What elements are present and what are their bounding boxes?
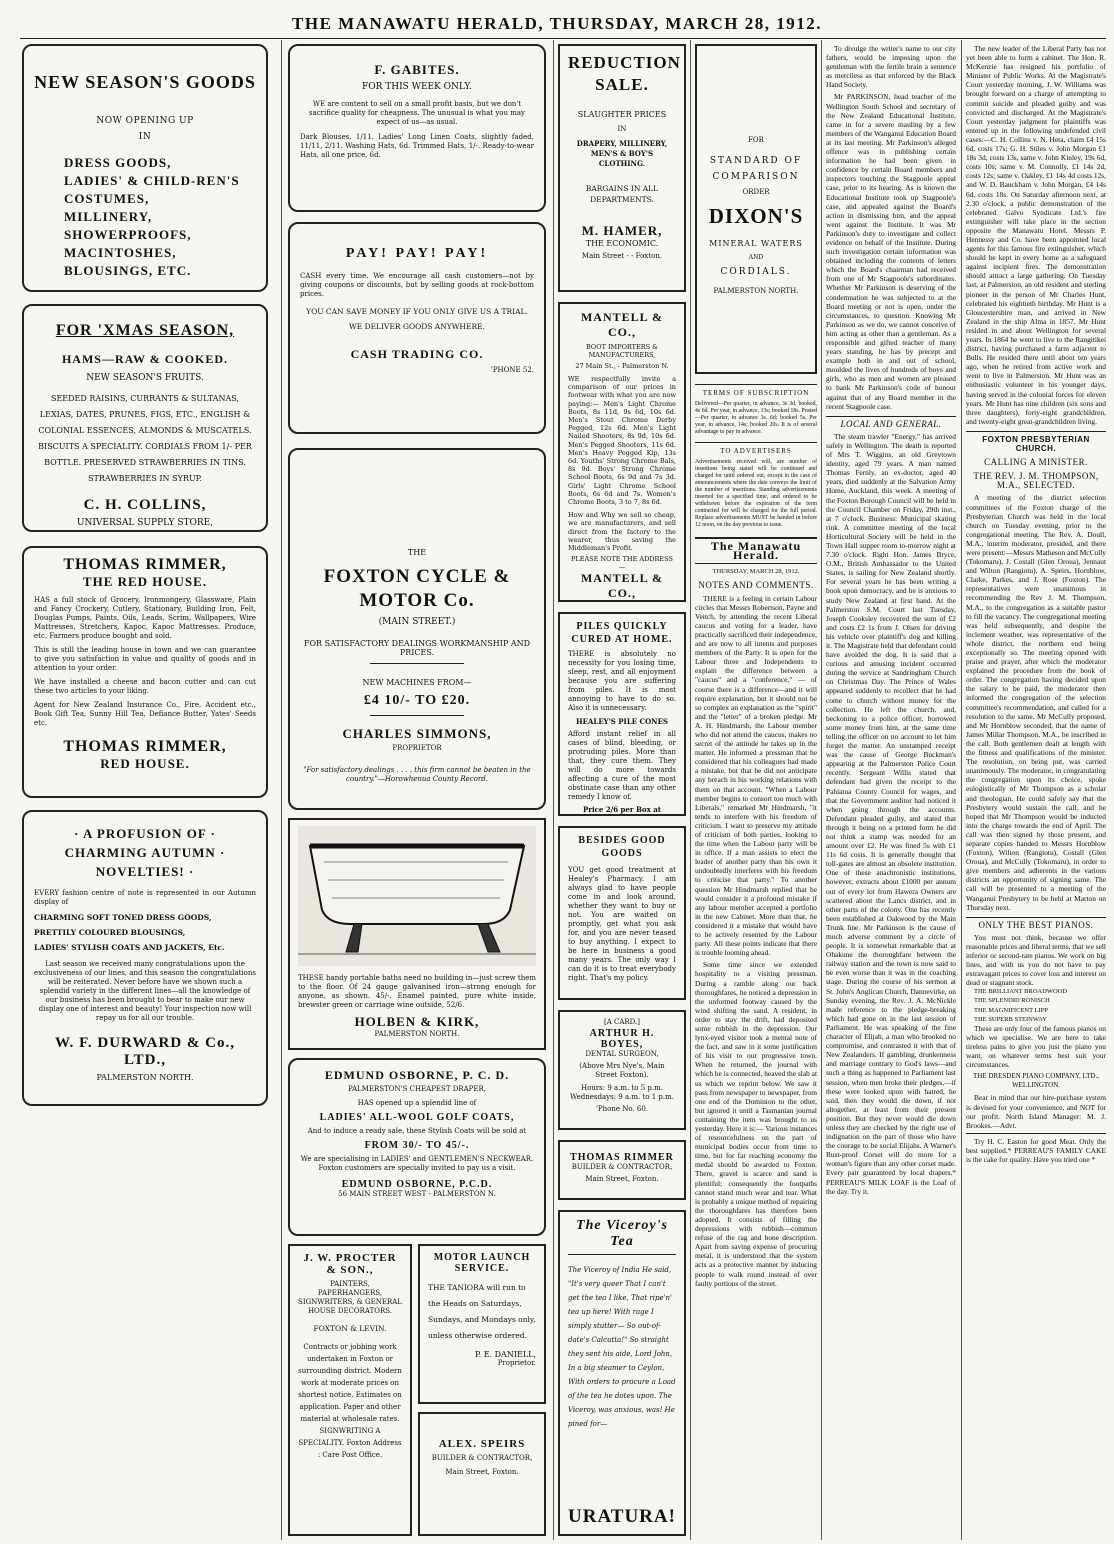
piles-advert bbox=[558, 612, 686, 816]
herald-date: THURSDAY, MARCH 28, 1912. bbox=[712, 568, 800, 576]
durward-line: CHARMING SOFT TONED DRESS GOODS, bbox=[34, 913, 212, 922]
piles-body: THERE is absolutely no necessity for you losing time, sleep, rest, and all enjoyment because you are suffering from piles. It is most annoying to have to do so. Also it is unnecessary. bbox=[568, 650, 676, 712]
mantell-body: WE respectfully invite a comparison of our prices in footwear with what you are now paying:— Men's Light Chrome Boots, 8s 11d, 9s 6d, 10s 6d. Men's Stout Chrome Derby Pegged, 12s 6d. Men's Light Nailed Shooters, 8s 9d, 10s 6d. Men's Pegged Shooters, 11s 6d. Men's Heavy Pegged Kip, 13s 6d. Youths' Strong Chrome Bals, 8s 9d. Boys' Strong Chrome School Boots, 6s 9d and 7s 3d. Girls' Light Chrome School Boots, 6s 6d and 7s. Women's Chrome Boots, 3 to 7, 8s 6d. bbox=[568, 375, 676, 507]
mantell-advert bbox=[558, 302, 686, 602]
dixon-name: DIXON'S bbox=[708, 204, 804, 228]
gabites-body: WE are content to sell on a small profit basis, but we don't sacrifice quality for cheapness. The unusual is what you may expect of us—as usual. bbox=[309, 100, 525, 126]
advertisers-title: TO ADVERTISERS bbox=[695, 442, 817, 456]
column-divider bbox=[961, 40, 962, 1540]
speirs-title: ALEX. SPEIRS bbox=[438, 1438, 526, 1450]
cash-line: WE DELIVER GOODS ANYWHERE. bbox=[349, 322, 485, 331]
local-general-heading: LOCAL AND GENERAL. bbox=[826, 416, 956, 429]
masthead-rule bbox=[20, 38, 1106, 39]
simmons-advert bbox=[288, 448, 546, 810]
stiles-title: NEW SEASON'S GOODS bbox=[34, 72, 256, 92]
bath-illustration bbox=[298, 826, 536, 966]
rimmer-para: We have installed a cheese and bacon cutter and can cut these two articles to your liking. bbox=[34, 678, 256, 695]
collins-advert bbox=[22, 304, 268, 532]
collins-line2: NEW SEASON'S FRUITS. bbox=[86, 373, 204, 383]
hamer-address: Main Street - - Foxton. bbox=[581, 252, 663, 260]
durward-line: LADIES' STYLISH COATS AND JACKETS, Etc. bbox=[34, 943, 225, 952]
collins-store: UNIVERSAL SUPPLY STORE, bbox=[76, 518, 214, 528]
piano-item: THE SPLENDID RONISCH bbox=[974, 997, 1050, 1005]
boyes-card: [A CARD.] bbox=[603, 1018, 640, 1026]
rimmer-sub2: RED HOUSE. bbox=[100, 756, 190, 771]
hamer-advert bbox=[558, 44, 686, 292]
osborne-address: 56 MAIN STREET WEST - PALMERSTON N. bbox=[338, 1190, 496, 1198]
boyes-hours: Hours: 9 a.m. to 5 p.m. Wednesdays: 9 a.m. to 1 p.m. bbox=[570, 1084, 674, 1101]
viceroy-brand: URATURA! bbox=[568, 1506, 676, 1527]
simmons-street: (MAIN STREET.) bbox=[378, 617, 456, 627]
gabites-sub: FOR THIS WEEK ONLY. bbox=[362, 82, 472, 92]
gabites-title: F. GABITES. bbox=[374, 62, 460, 77]
dixon-line2: COMPARISON bbox=[712, 172, 800, 182]
procter-place: FOXTON & LEVIN. bbox=[313, 1324, 387, 1333]
osborne-body3: We are specialising in LADIES' and GENTLEMEN'S NECKWEAR. Foxton customers are specially invited to pay us a visit. bbox=[300, 1155, 534, 1172]
cash-title: PAY! PAY! PAY! bbox=[345, 246, 489, 261]
mantell-address: 27 Main St., - Palmerston N. bbox=[575, 362, 669, 370]
dixon-line4: CORDIALS. bbox=[720, 267, 792, 277]
cash-trading-advert bbox=[288, 222, 546, 434]
osborne-body2: And to induce a ready sale, these Stylish Coats will be sold at bbox=[307, 1127, 527, 1135]
simmons-the: THE bbox=[407, 548, 427, 557]
piles-body2: Afford instant relief in all cases of blind, bleeding, or protruding piles. More than that, they cure them. They will do more towards affecting a cure of the most obstinate case than any other remedy I know of. bbox=[568, 730, 676, 801]
speirs-address: Main Street, Foxton. bbox=[445, 1468, 519, 1476]
hamer-in: IN bbox=[617, 125, 627, 133]
hamer-title: REDUCTION SALE. bbox=[568, 53, 681, 94]
durward-advert bbox=[22, 810, 268, 1106]
simmons-machines: NEW MACHINES FROM— bbox=[362, 678, 472, 687]
church-subheading: CALLING A MINISTER. bbox=[984, 457, 1088, 468]
simmons-price: £4 10/- TO £20. bbox=[363, 693, 471, 708]
piano-firm: THE DRESDEN PIANO COMPANY, LTD., WELLINGTON. bbox=[973, 1072, 1099, 1090]
healey-advert bbox=[558, 826, 686, 1000]
herald-para: Some time since we extended hospitality to a visiting pressman. During a ramble along our back thoroughfares, he noticed a depression in the unformed footway caused by the wind shifting the sand. A resident, in order to stay the drift, had deposited some rubbish in the depression. Our lynx-eyed visitor took a mental note of the fact, and saw in it some justification of his visit to our progressive town. When he returned, the journal with which he is connected, heaved the slab at us which we reprint below. We saw it pass from newspaper to newspaper, from one end of the Dominion to the other, but ignored it until a Tasmanian journal containing the item was brought to us yesterday. Here it is:— Various instances of resourcefulness on the part of municipal bodies occur from time to time, but for far reaching economy the medal should be awarded to Foxton. There, gravel is scarce and sand is plentiful; consequently the footpaths cannot stand much wear and tear. What is probably a unique method of repairing the thoroughfares has therefore been adopted. It consists of filling the depressions with rubbish—common refuse of the rag and bone description. Apart from saving expense of procuring metal, it is understood that the system acts as a protective manner by inducing people to walk round instead of over faulty portions of the street. bbox=[695, 960, 817, 1288]
rimmer-sub: THE RED HOUSE. bbox=[82, 574, 208, 589]
column-divider bbox=[281, 40, 282, 1540]
launch-title: MOTOR LAUNCH SERVICE. bbox=[433, 1252, 531, 1274]
simmons-title: FOXTON CYCLE & MOTOR Co. bbox=[323, 566, 511, 611]
dixon-line1: STANDARD OF bbox=[709, 156, 803, 166]
boyes-title: ARTHUR H. BOYES, bbox=[589, 1028, 655, 1050]
herald-para: THERE is a feeling in certain Labour circles that Messrs Robertson, Payne and Veitch, by attending the recent Liberal caucus and voting for a leader, have practically sacrificed their independence, and are now to all intents and purposes members of the Party. It is open for the Labour three and Independents to explain the difference between a "caucus" and a "conference," — of course there is a difference—and it will require explanation, but it should not be so complex an explanation as the "spirit" and the "letter" of a broken pledge. Mr A. H. Hindmarsh, the Labour member who did not attend the caucus, makes no secret of the attitude he takes up in the matter. He informed a pressman that he considered that his colleagues had made a mistake, but that he did not anticipate any breach in his working relations with them on that account. "When a Labour member begins to consort too much with Liberals," remarked Mr Hindmarsh, "it tends to interfere with his freedom of criticism. I want to preserve my attitude of criticism of both parties, looking to the time when the Labour party will be in office. If a man assists to elect the leader of another party than his own it undoubtedly interferes with his freedom to criticise that party." To another question Mr Hindmarsh replied that he would consider it a profound mistake if any labour member accepted a portfolio in the new Cabinet. More than that, he considered it a mistake that would have to be actively resented by the Labour party. All these points indicate that there is trouble looming ahead. bbox=[695, 593, 817, 958]
cash-line: YOU CAN SAVE MONEY IF YOU ONLY GIVE US A TRIAL. bbox=[306, 307, 528, 316]
pianos-heading: ONLY THE BEST PIANOS. bbox=[966, 917, 1106, 930]
mantell-address2 bbox=[568, 601, 676, 602]
news-para: Try H. C. Easton for good Meat. Only the best supplied.* PERREAU'S FAMILY CAKE is the cake for quality. Have you tried one * bbox=[966, 1133, 1106, 1164]
hamer-line2: DRAPERY, MILLINERY, MEN'S & BOY'S CLOTHING. bbox=[576, 139, 668, 168]
news-para: The new leader of the Liberal Party has not yet been able to form a cabinet. The Hon. R. McKenzie has resigned his portfolio of Minister of Public Works. At the Magistrate's Court yesterday morning, J. W. Williams was brought forward on a charge of attempting to commit suicide and pleaded guilty and was convicted and discharged. At the Magistrate's Court yesterday judgment for plaintiffs was entered up in the following undefended civil cases:—C. H. Collins v. N. Heta, claim £4 15s 6d, costs 17s; G. H. Stiles v. John Morgan £1 18s 3d, costs 13s, same v. John Kinley, 19s 6d, costs 10s; same v. M. Connolly, £1 14s 2d, costs 12s; same v. Oakley, £1 14s 4d costs 12s, and W. D. Bauckham v. John Morgan, £4 14s 6d, costs 18s. On Saturday afternoon next, at 2.30 o'clock, a public demonstration of the celebrated Galvo Syndicate Ltd.'s fire extinguisher will take place in the section opposite the Manawatu Hotel. Messrs P. Hennessy and Co. have been appointed local agents for this famous fire extinguisher, which should be kept in every home as a safeguard against incipient fires. The demonstration should attract a large gathering. On Tuesday last, at Palmerston, an old resident and sterling pioneer in the person of Mr Charles Hunt, celebrated his eightieth birthday. Mr Hunt is a Gloucestershire man, and arrived in New Zealand in the ship Alma in 1857. Mr Hunt resided in and about Wellington for several years. In 1864 he went to live to the Rangitikei district, having purchased a farm adjacent to Bulls. He resided there until about ten years ago, when he retired from active work and went to live in Palmerston. Mr Hunt was an enthusiastic volunteer in his younger days, having served in the colonial forces for eleven years. Mr Hunt has nine children (six sons and three daughters), forty-eight grandchildren, and twenty-eight great-grandchildren living. bbox=[966, 44, 1106, 426]
procter-title: J. W. PROCTER & SON., bbox=[303, 1252, 397, 1276]
church-heading: FOXTON PRESBYTERIAN CHURCH. bbox=[966, 431, 1106, 453]
stiles-item-list bbox=[64, 154, 256, 280]
rimmer2-title: THOMAS RIMMER bbox=[570, 1152, 674, 1163]
news-para: The steam trawler "Energy," has arrived safely in Wellington. The death is reported of Mrs T. Wiggins, an old Greytown identity, aged 79 years. A man named Thomas Fernly, an ex-doctor, aged 40 years, died suddenly at the Salvation Army Home, Auckland, this week. A meeting of the Foxton Borough Council will be held in the Council Chamber on Friday, 29th inst., at 7 o'clock. Business: Municipal skating rink. A committee meeting of the local Horticultural Society will be held in the Town Hall supper room to-morrow night at 7.30 o'clock. Right Hon. James Bryce, O.M., British Ambassador to the United States, is sailing for New Zealand shortly. For several years he has been writing a book upon democracy, and he is anxious to study New Zealand at first hand. At the Palmerston S.M. Court last Tuesday, Joseph Cooksley recovered the sum of £2 and costs £2 1s from J. Olsen for driving his vehicle over plaintiff's dog and killing it. The Magistrate held that defendant could have avoided the dog. It is said that a curious and amusing incident occurred during the service at Sandringham Church on Christmas Day. The Prince of Wales appeared suddenly to recollect that he had come to church without money for the collection. He left the church, and, beckoning to a police officer, borrowed some money from him, at the same time telling the officer on no account to let him forget the matter. An unstamped receipt was the cause of George Buckman's appearing at the Palmerston Police Court recently. Sergeant Willis stated that defendant had given the receipt to the Pahiatua County Council for wages, and that the Government auditor had noticed it when going through the accounts. Defendant pleaded guilty, and stated that through it being on a printed form he did not think a stamp was needed for an amount over £2. He was fined 5s with £1 11s 6d costs. It is generally thought that toll-gates are almost an obsolete institution. One of these anachronistic institutions, however, extracts about £1000 per annum out of every lot from Hawera Owners are scattered about the Lancs district, and in other parts of the colony. One has recently been established at Oakwood by the Main Trunk line. Mr Parkinson is the cause of much adverse comment by a circle of people. It is somewhat remarkable that at Ohakune the thoroughfare between the railway station and the town is now said to be even worse than it was in the coaching stage. During the course of his sermon at St. John's Anglican Church, Dannevirke, on Sunday evening, the Rev. J. A. McNickle made reference to the pledge-breaking which had gone on in the last session of Parliament. He was speaking of the fine character of Elijah, a man who brooked no compromise, and contrasted it with that of New Zealanders. If gambling, drunkenness and marriage contrary to God's laws—and such a thing as happened to Parliament last session, when men broke their pledges,—if these were looked upon with hatred, he said, then they would die down, if not altogether, at least from their present position. But they never would die down unless they are checked by the right use of indignation on the part of those who have the courage to be social Elijahs. A Warner's Rust-proof Corset will do more for a woman's figure than any other corset made. Every pair guaranteed by local drapers.* PERREAU'S MILK LOAF is the Loaf of the day. Try it. bbox=[826, 431, 956, 1196]
herald-column bbox=[695, 384, 817, 1538]
boyes-address: (Above Mrs Nye's, Main Street Foxton). bbox=[579, 1062, 665, 1079]
boyes-sub: DENTAL SURGEON, bbox=[585, 1050, 659, 1058]
rimmer2-address: Main Street, Foxton. bbox=[585, 1175, 659, 1183]
osborne-sub: PALMERSTON'S CHEAPEST DRAPER, bbox=[348, 1085, 486, 1093]
church-subheading2: THE REV. J. M. THOMPSON, M.A., SELECTED. bbox=[973, 471, 1099, 491]
collins-name: C. H. COLLINS, bbox=[83, 497, 207, 513]
masthead: THE MANAWATU HERALD, THURSDAY, MARCH 28, 1912. bbox=[292, 14, 822, 33]
durward-intro: EVERY fashion centre of note is represented in our Autumn display of bbox=[34, 889, 256, 906]
column-divider bbox=[690, 40, 691, 1540]
herald-notes-heading: NOTES AND COMMENTS. bbox=[698, 580, 814, 591]
rimmer-para: This is still the leading house in town and we can guarantee to give you satisfaction in value and quality of goods and in attention to your order. bbox=[34, 646, 256, 672]
collins-body: SEEDED RAISINS, CURRANTS & SULTANAS, LEXIAS, DATES, PRUNES, FIGS, ETC., ENGLISH & COLONIAL ESSENCES, ALMONDS & MUSCATELS. BISCUITS A SPECIALITY. CORDIALS FROM 1/- PER BOTTLE. PRESERVED STRAWBERRIES IN TINS. STRAWBERRIES IN SYRUP. bbox=[38, 394, 252, 483]
collins-line1: HAMS—RAW & COOKED. bbox=[61, 352, 229, 366]
speirs-sub: BUILDER & CONTRACTOR, bbox=[431, 1454, 533, 1462]
herald-title: The Manawatu Herald. bbox=[695, 537, 817, 564]
divider bbox=[370, 663, 464, 664]
church-news-column bbox=[966, 44, 1106, 1538]
mantell-body2: How and Why we sell so cheap, we are manufacturers, and sell direct from the factory to the wearer, thus saving the Middleman's Profit. bbox=[568, 511, 676, 553]
stiles-item: BLOUSINGS, ETC. bbox=[64, 263, 192, 278]
piano-item: THE BRILLIANT BROADWOOD bbox=[974, 988, 1068, 996]
viceroy-title: The Viceroy's Tea bbox=[568, 1218, 676, 1255]
durward-title: · A PROFUSION OF · CHARMING AUTUMN · NOVELTIES! · bbox=[64, 826, 226, 879]
procter-body: Contracts or jobbing work undertaken in Foxton or surrounding district. Modern work at moderate prices on shortest notice. Estimates on application. Paper and other material at wholesale rates. SIGNWRITING A SPECIALITY. Foxton Address : Care Post Office. bbox=[298, 1343, 402, 1459]
durward-address: PALMERSTON NORTH. bbox=[96, 1073, 194, 1082]
divider bbox=[370, 715, 464, 716]
rimmer-advert bbox=[22, 546, 268, 798]
bath-name: HOLBEN & KIRK, bbox=[354, 1014, 480, 1029]
dixon-advert bbox=[695, 44, 817, 374]
column-divider bbox=[553, 40, 554, 1540]
mantell-note: PLEASE NOTE THE ADDRESS— bbox=[571, 555, 673, 572]
cash-name: CASH TRADING CO. bbox=[350, 347, 484, 361]
news-para: You must not think, because we offer reasonable prices and liberal terms, that we sell inferior or second-rate pianos. We work on big lines, and with us you do not have to pay extravagant prices to cover loss and interest on dead or stagnant stock. bbox=[966, 932, 1106, 988]
piles-price: Price 2/6 per Box at bbox=[583, 805, 661, 814]
piles-title: PILES QUICKLY CURED AT HOME. bbox=[571, 621, 673, 645]
hamer-line3: BARGAINS IN ALL DEPARTMENTS. bbox=[585, 184, 659, 204]
cash-phone: 'PHONE 52. bbox=[490, 366, 534, 374]
healey-title: BESIDES GOOD GOODS bbox=[578, 835, 666, 859]
news-para: To divulge the writer's name to our city fathers, would be imposing upon the gentleman with the fertile brain a sentence as merciless as that enforced by the Black Hand Society. bbox=[826, 44, 956, 90]
rimmer2-sub: BUILDER & CONTRACTOR, bbox=[571, 1163, 673, 1171]
mantell-name: MANTELL & CO., bbox=[580, 571, 663, 601]
durward-body: Last season we received many congratulations upon the exclusiveness of our lines, and this season the congratulations will be reiterated. Never before have we shown such a splendid variety in the different lines—all the knowledge of our business has been brought to bear to make our new display one of interest and beauty! Your inspection now will repay us for all our trouble. bbox=[34, 960, 256, 1022]
collins-title: FOR 'XMAS SEASON, bbox=[55, 322, 235, 339]
piles-name bbox=[568, 814, 676, 816]
stiles-item: SHOWERPROOFS, bbox=[64, 227, 192, 242]
hamer-line1: SLAUGHTER PRICES bbox=[577, 110, 667, 119]
piano-item: THE MAGNIFICENT LIPP bbox=[974, 1006, 1048, 1014]
news-para: A meeting of the district selection committees of the Foxton charge of the Presbyterian Church was held in the local church on Tuesday evening, prior to the congregational meeting. The Rev. A. Doull, M.A., interim moderator, presided, and there were present:—Messrs Matheson and McCully (Tokomaru), J. Costall (Glen Oroua), Jennaut and Wilton (Rangiotu), A. Speirs, Hornblow, Clarke, Parkes, and J. Rose (Foxton). The representatives were unanimous in recommending the Rev J. M. Thompson, M.A., to the congregation as a suitable pastor to fill the vacancy. The congregational meeting was held subsequently, and despite the inclement weather, was representative of the whole district, the northern end being exceptionally so. The meeting opened with praise and prayer, after which the moderator explained the procedure from the book of order. The congregation having decided upon the salary to be paid, the moderator then informed the congregation of the selection committee's recommendation, and called for a resolution to the same. Mr McCully proposed, and Mr Hornblow seconded, that the name of James Millar Thompson, M.A., be inscribed in the call. Both gentlemen dealt at length with the fitness and qualifications of the minister. The resolution, on being put, was carried unanimously. The moderator, in congratulating the congregation upon its choice, spoke eulogistically of Mr Thompson as a scholar and theologian. He could safely say that the Presbytery would sustain the call, and he hoped that Mr Thompson would be inducted into the charge towards the end of April. The call was then signed by those present, and separate copies handed to Messrs Hornblow (Foxton), Wilton (Rangiotu), Costall (Glen Oroua), and McCully (Tokomaru), in order to give members and adherents in the various districts an opportunity of signing same. The call will be presented to a meeting of the Wanganui Presbytery to be held at Marton on Thursday next. bbox=[966, 493, 1106, 912]
osborne-advert bbox=[288, 1058, 546, 1236]
dixon-address: PALMERSTON NORTH. bbox=[713, 287, 799, 295]
viceroy-poem: The Viceroy of India He said, "It's very queer That I can't get the tea I like, That ripe'n' tea up here! With rage I simply stutter— So out-of-date's Calcutta!" So straight they sent his aide, Lord John, In a big steamer to Ceylon, With orders to procure a Load of the tea he dotes upon. The Viceroy, was anxious, was! He pined for— bbox=[568, 1266, 676, 1428]
rimmer-para: Agent for New Zealand Insurance Co., Fire, Accident etc., Book Gift Tea, Sunny Hill Tea, Defiance Butter, Yates' Seeds etc. bbox=[34, 701, 256, 727]
osborne-body: HAS opened up a splendid line of bbox=[357, 1099, 477, 1107]
rimmer-title: THOMAS RIMMER, bbox=[63, 556, 227, 573]
news-para: Mr PARKINSON, head teacher of the Wellington South School and secretary of the New Zealand Educational Institute, came in for a severe mauling by a few members of the Wanganui Education Board at its last meeting. Mr Parkinson's alleged offence was in publishing certain information he had been given in confidence by certain Board members and inspectors touching the Stagpoole appeal case, prior to its hearing. As is known the Educational Institute took up Stagpoole's case, and appealed against the Board's action in dismissing him, and the appeal went against the Institute. It was Mr Parkinson's duty to investigate and collect evidence on behalf of the Institute. During such investigation certain information was obtained including the contents of letters which the Board's chairman had received from one of Mr Stagpoole's subordinates. Whether Mr Parkinson is deserving of the condemnation he was subjected to at the Board meeting or not is open, under the circumstances, to question. Knowing Mr Parkinson as we do, we cannot conceive of him acting as other than a gentleman. As a responsible and gifted teacher of many years standing, he has by precept and example both in and out of school, moulded the lives of hundreds of boys and girls, who as men and women are pleased to bank Mr Parkinson's code of honour against that of any Board member in the recent Stagpoole case. bbox=[826, 92, 956, 411]
launch-prop: Proprietor. bbox=[497, 1359, 536, 1367]
news-para: These are only four of the famous pianos on which we specialise. We are here to take tireless pains to give you just the piano you want, on whatever terms best suit your circumstances. bbox=[966, 1023, 1106, 1070]
local-news-column bbox=[826, 44, 956, 1538]
bath-advert bbox=[288, 818, 546, 1050]
gabites-prices: Dark Blouses, 1/11. Ladies' Long Linen Coats, slightly faded, 11/11, 2/11. Washing Hats, 6d. Trimmed Hats, 1/-. Ready-to-wear Hats, all one price, 6d. bbox=[300, 133, 534, 159]
mantell-title: MANTELL & CO., bbox=[580, 310, 663, 339]
simmons-prop: PROPRIETOR bbox=[392, 744, 442, 752]
stiles-sub: NOW OPENING UP bbox=[96, 116, 194, 126]
hamer-name: M. HAMER, bbox=[581, 223, 663, 238]
launch-body: THE TANIORA will run to the Heads on Saturdays, Sundays, and Mondays only, unless otherwise ordered. bbox=[428, 1283, 536, 1340]
procter-advert bbox=[288, 1244, 412, 1536]
healey-body: YOU get good treatment at Healey's Pharmacy. I am always glad to have people come in and look around, whether they want to buy or not. You are waited on promptly, get what you ask for, and you are never teased to buy anything. I expect to be here in business a good many years. The only way I can do it is to treat everybody right. That's my policy. bbox=[568, 866, 676, 982]
gabites-advert bbox=[288, 44, 546, 212]
launch-name: P. E. DANIELL, bbox=[474, 1350, 536, 1359]
dixon-order: ORDER bbox=[742, 188, 770, 196]
osborne-title: EDMUND OSBORNE, P. C. D. bbox=[324, 1068, 510, 1082]
bath-address: PALMERSTON NORTH. bbox=[374, 1030, 460, 1038]
procter-sub: PAINTERS, PAPERHANGERS, SIGNWRITERS, & GENERAL HOUSE DECORATORS. bbox=[298, 1280, 402, 1315]
viceroy-advert bbox=[558, 1210, 686, 1536]
advertisers-body: Advertisements received will, are number of insertions being stated will be continued and charged for until ordered out, except in the case of announcements where the date conveys the limit of the number of insertions. Standing advertisements inserted for a specified time, and ordered to be withdrawn before the expiration of the term contracted for will be charged for the full period. Replace advertisements MUST be handed in before 12 noon, on the day previous to issue. bbox=[695, 459, 817, 529]
osborne-name: EDMUND OSBORNE, P.C.D. bbox=[341, 1179, 493, 1190]
simmons-name: CHARLES SIMMONS, bbox=[342, 726, 492, 741]
osborne-line: LADIES' ALL-WOOL GOLF COATS, bbox=[319, 1112, 515, 1123]
stiles-item: MILLINERY, bbox=[64, 209, 153, 224]
dixon-line3: MINERAL WATERS bbox=[709, 239, 803, 248]
rimmer-para: HAS a full stock of Grocery, Ironmongery, Glassware, Plain and Fancy Crockery, Cutlery, Stationary, Building Iron, Felt, Douglas Pumps, Paints, Oils, Leads, Scrim, Wallpapers, Wire Mattresses, Stretchers, Kapoc, Kapoc Mattresses. Produce, etc. Farmers produce bought and sold. bbox=[34, 596, 256, 640]
stiles-in: IN bbox=[138, 132, 152, 142]
piles-sub: HEALEY'S PILE CONES bbox=[576, 717, 668, 726]
rimmer-builder-advert bbox=[558, 1140, 686, 1200]
cash-body: CASH every time. We encourage all cash customers—not by giving coupons or discounts, but by selling goods at rock-bottom prices. bbox=[300, 272, 534, 298]
durward-line: PRETTILY COLOURED BLOUSINGS, bbox=[34, 928, 186, 937]
simmons-quote: "For satisfactory dealings . . . . this firm cannot be beaten in the country."—Horowhenua County Record. bbox=[303, 766, 531, 783]
mantell-sub: BOOT IMPORTERS & MANUFACTURERS, bbox=[586, 343, 658, 359]
piano-item: THE SUPERB STEINWAY bbox=[974, 1015, 1048, 1023]
stiles-item: DRESS GOODS, bbox=[64, 155, 172, 170]
stiles-item: MACINTOSHES, bbox=[64, 245, 177, 260]
terms-title: TERMS OF SUBSCRIPTION bbox=[695, 384, 817, 398]
column-divider bbox=[821, 40, 822, 1540]
hamer-sub: THE ECONOMIC. bbox=[585, 239, 659, 248]
osborne-price: FROM 30/- TO 45/-. bbox=[364, 1140, 470, 1151]
boyes-phone: 'Phone No. 60. bbox=[595, 1105, 649, 1113]
stiles-advert bbox=[22, 44, 268, 292]
rimmer-name: THOMAS RIMMER, bbox=[63, 738, 227, 755]
launch-advert bbox=[418, 1244, 546, 1404]
news-para: Bear in mind that our hire-purchase system is devised for your convenience, and NOT for our profit. North Island Manager: M. J. Brookes.—Advt. bbox=[966, 1093, 1106, 1130]
speirs-advert bbox=[418, 1412, 546, 1536]
dixon-for: FOR bbox=[748, 136, 764, 144]
dixon-and: AND bbox=[748, 254, 764, 261]
simmons-body: FOR SATISFACTORY DEALINGS WORKMANSHIP AND PRICES. bbox=[303, 639, 531, 657]
bath-body: THESE handy portable baths need no building in—just screw them to the floor. Of 24 gauge galvanised iron—strong enough for anyone, as shown. 45/-. Enamel painted, pure white inside, brewster green or carriage wine outside, 52/6. bbox=[298, 974, 536, 1009]
terms-body: Delivered—Per quarter, in advance, 3s 3d, booked, 4s 6d. Per year, in advance, 13s; booked 18s. Posted—Per quarter, in advance 3s. 6d; booked 5s. Per year, in advance, 14s; booked 20s. It is of several advantage to pay in advance. bbox=[695, 401, 817, 436]
boyes-advert bbox=[558, 1010, 686, 1130]
stiles-item: LADIES' & CHILD-REN'S COSTUMES, bbox=[64, 173, 240, 206]
durward-name: W. F. DURWARD & Co., LTD., bbox=[54, 1035, 236, 1068]
